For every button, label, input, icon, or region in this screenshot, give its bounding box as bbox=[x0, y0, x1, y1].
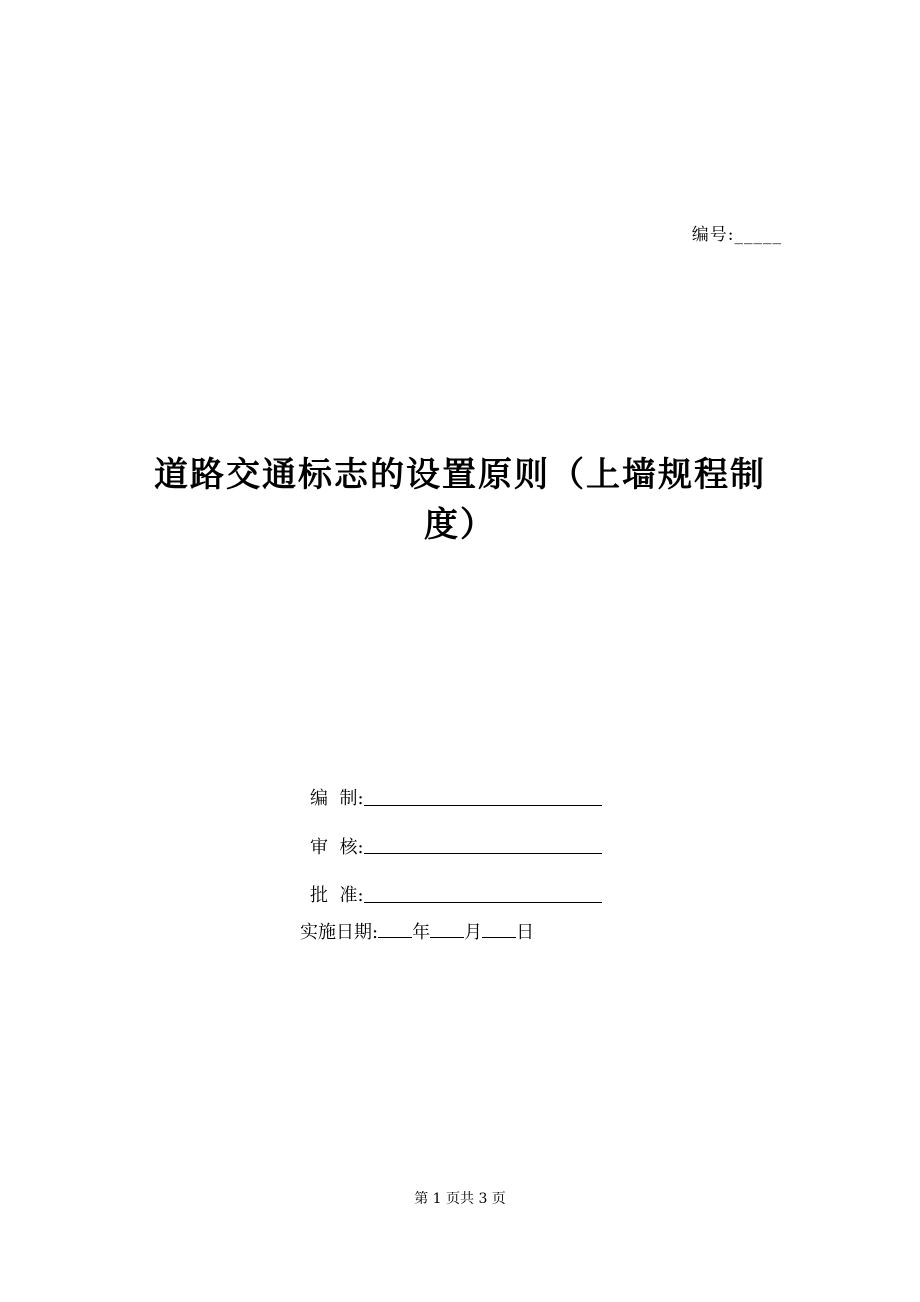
title-line-2: 度） bbox=[424, 505, 496, 545]
compiler-line bbox=[364, 789, 602, 806]
month-line bbox=[430, 921, 464, 938]
compiler-row bbox=[310, 773, 602, 822]
month-label: 月 bbox=[464, 922, 483, 943]
reviewer-line bbox=[364, 837, 602, 854]
effective-date-label: 实施日期: bbox=[300, 922, 379, 943]
compiler-label: 编 制: bbox=[310, 788, 364, 810]
year-line bbox=[378, 921, 412, 938]
approver-label: 批 准: bbox=[310, 885, 364, 907]
reviewer-label: 审 核: bbox=[310, 836, 364, 858]
document-title bbox=[130, 450, 790, 550]
reviewer-row bbox=[310, 822, 602, 871]
day-line bbox=[482, 921, 516, 938]
approver-line bbox=[364, 886, 602, 903]
title-line-1: 道路交通标志的设置原则（上墙规程制 bbox=[154, 455, 766, 495]
approver-row bbox=[310, 870, 602, 919]
signature-block bbox=[310, 773, 602, 919]
effective-date-row bbox=[300, 918, 534, 944]
day-label: 日 bbox=[516, 922, 535, 943]
year-label: 年 bbox=[412, 922, 431, 943]
page-footer: 第 1 页共 3 页 bbox=[414, 1191, 506, 1207]
document-number: 编号:_____ bbox=[691, 225, 782, 245]
